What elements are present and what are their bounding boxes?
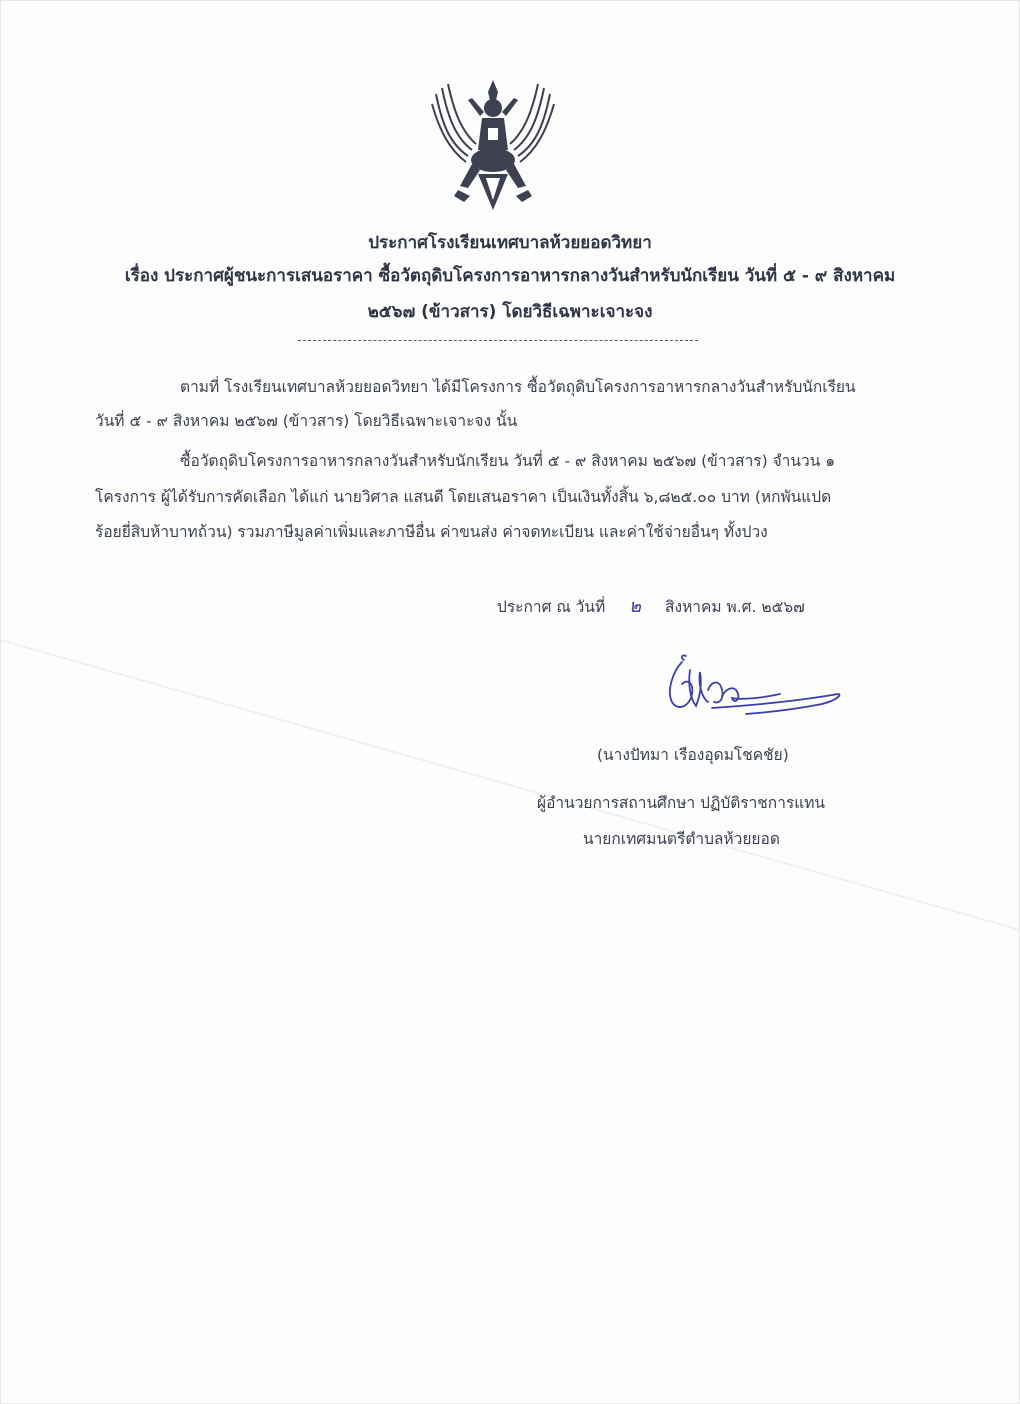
date-month-year: สิงหาคม พ.ศ. ๒๕๖๗ [665,598,805,616]
signatory-position: ผู้อำนวยการสถานศึกษา ปฏิบัติราชการแทน [537,794,826,812]
announcement-title: ประกาศโรงเรียนเทศบาลห้วยยอดวิทยา [368,233,652,253]
title-divider [298,340,698,341]
signatory-acting-for: นายกเทศมนตรีตำบลห้วยยอด [583,830,780,848]
paragraph-1-line-1: ตามที่ โรงเรียนเทศบาลห้วยยอดวิทยา ได้มีโครงการ ซื้อวัตถุดิบโครงการอาหารกลางวันสำหรับนักเรียน [180,378,856,396]
paragraph-2-line-3: ร้อยยี่สิบห้าบาทถ้วน) รวมภาษีมูลค่าเพิ่มและภาษีอื่น ค่าขนส่ง ค่าจดทะเบียน และค่าใช้จ่ายอื่นๆ ทั้งปวง [95,523,768,541]
garuda-emblem-icon [428,74,558,216]
signatory-name: (นางปัทมา เรืองอุดมโชคชัย) [597,746,789,764]
date-day-handwritten: ๒ [629,596,642,617]
date-prefix: ประกาศ ณ วันที่ [497,598,606,616]
paragraph-1-line-2: วันที่ ๕ - ๙ สิงหาคม ๒๕๖๗ (ข้าวสาร) โดยวิธีเฉพาะเจาะจง นั้น [95,412,518,430]
announcement-subject-line-2: ๒๕๖๗ (ข้าวสาร) โดยวิธีเฉพาะเจาะจง [367,302,653,322]
announcement-subject-line-1: เรื่อง ประกาศผู้ชนะการเสนอราคา ซื้อวัตถุดิบโครงการอาหารกลางวันสำหรับนักเรียน วันที่ ๕ - ๙ สิงหาคม [124,266,896,286]
handwritten-signature [652,650,852,730]
announcement-date [497,591,805,620]
paragraph-2-line-2: โครงการ ผู้ได้รับการคัดเลือก ได้แก่ นายวิศาล แสนดี โดยเสนอราคา เป็นเงินทั้งสิ้น ๖,๘๒๕.๐๐ บาท (หกพันแปด [95,488,832,506]
paragraph-2-line-1: ซื้อวัตถุดิบโครงการอาหารกลางวันสำหรับนักเรียน วันที่ ๕ - ๙ สิงหาคม ๒๕๖๗ (ข้าวสาร) จำนวน ๑ [180,452,836,470]
